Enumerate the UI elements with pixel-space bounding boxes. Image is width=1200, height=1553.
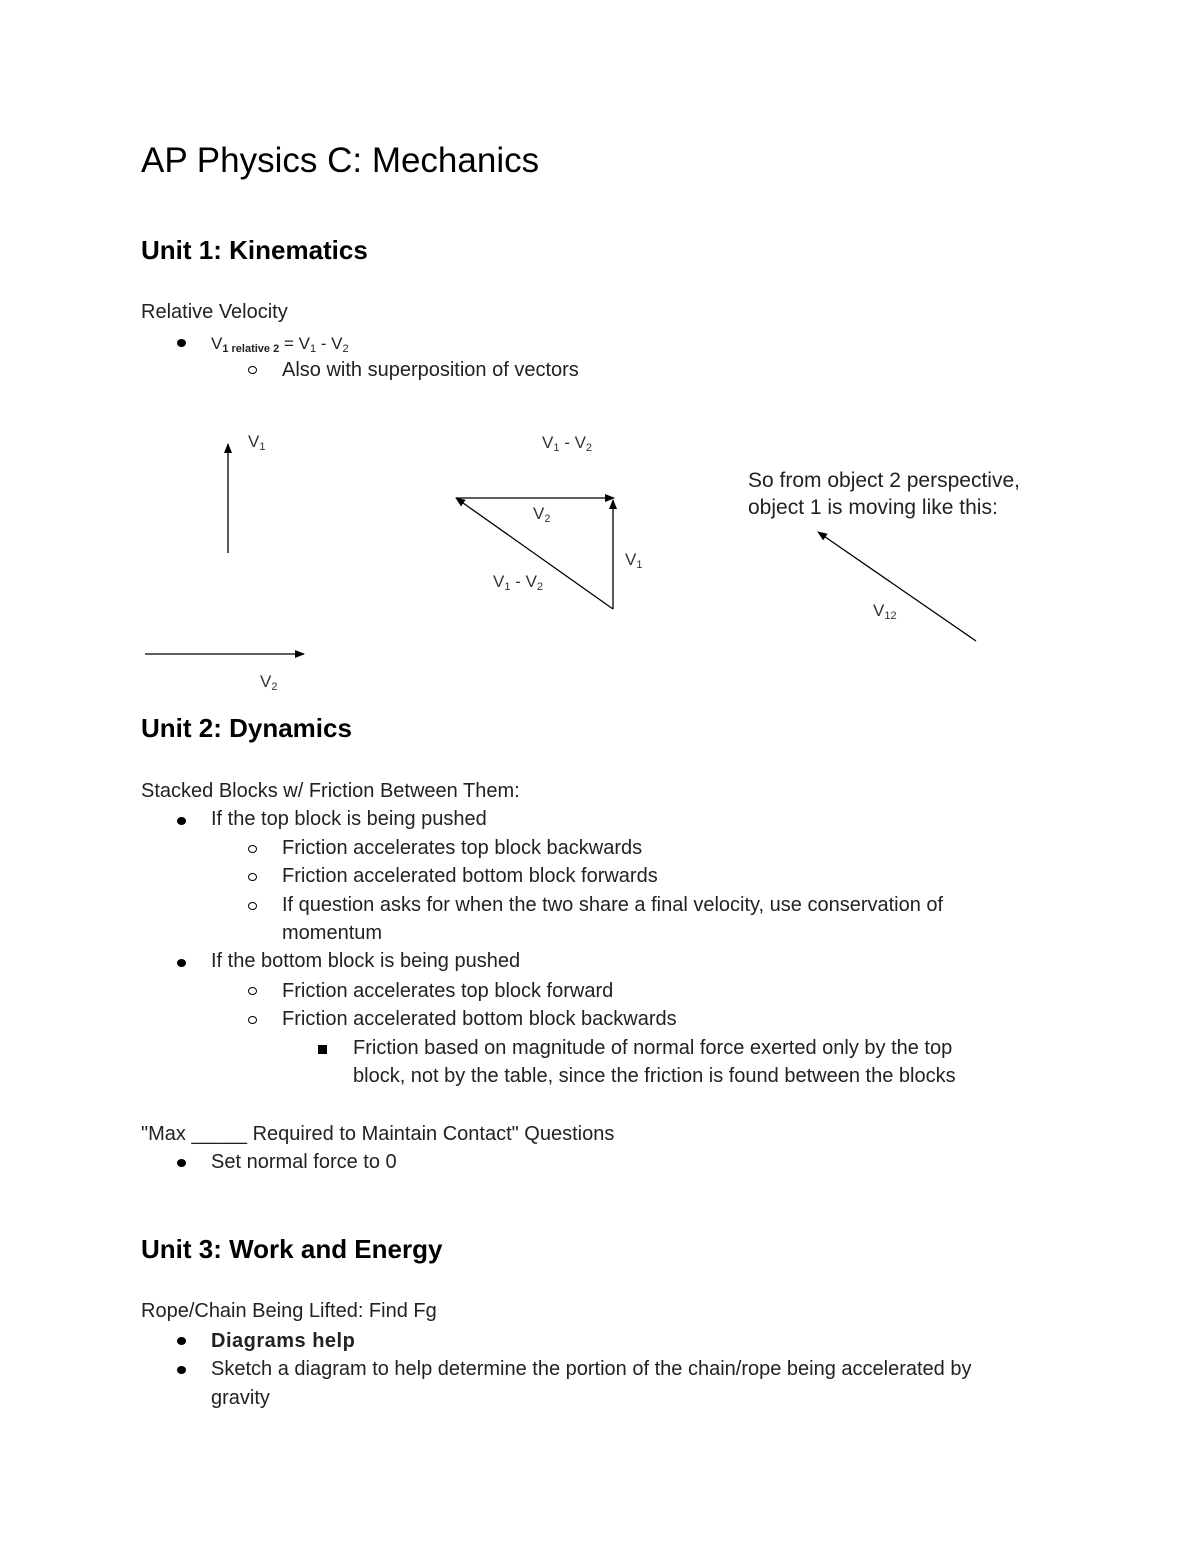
- label-subscript: 1: [553, 442, 560, 454]
- label-subscript: 2: [536, 581, 544, 593]
- label-subscript: 2: [544, 513, 551, 525]
- label-triangle-inner: [533, 504, 550, 524]
- label-subscript: 1: [504, 581, 511, 593]
- formula-subscript: 2: [342, 343, 349, 355]
- bullet-disc: [177, 1159, 186, 1167]
- unit2-section-label: Stacked Blocks w/ Friction Between Them:: [141, 780, 520, 802]
- list-item: If the bottom block is being pushed: [211, 950, 521, 972]
- list-item: If question asks for when the two share a final velocity, use conservation of: [282, 894, 944, 916]
- max-contact-section-label: "Max _____ Required to Maintain Contact" Questions: [141, 1123, 615, 1145]
- label-text: - V: [559, 433, 586, 452]
- bullet-disc: [177, 959, 186, 967]
- label-v12: [873, 601, 897, 621]
- bullet-circle: [248, 873, 257, 881]
- label-subscript: 1: [259, 441, 266, 453]
- label-subscript: 1: [636, 559, 643, 571]
- bullet-disc: [177, 1366, 186, 1374]
- list-item: Friction accelerated bottom block forwards: [282, 865, 658, 887]
- list-item-continuation: block, not by the table, since the friction is found between the blocks: [353, 1065, 956, 1087]
- label-v1: [248, 432, 265, 452]
- list-item: If the top block is being pushed: [211, 808, 487, 830]
- label-text: V: [542, 433, 554, 452]
- bullet-disc: [177, 817, 186, 825]
- unit1-section-label: Relative Velocity: [141, 301, 288, 323]
- list-item: Friction accelerates top block forward: [282, 980, 614, 1002]
- v12-arrow: [818, 532, 976, 641]
- unit3-section-label: Rope/Chain Being Lifted: Find Fg: [141, 1300, 437, 1322]
- label-triangle-right: [625, 550, 642, 570]
- formula-text: = V: [279, 334, 310, 353]
- unit2-heading: Unit 2: Dynamics: [141, 713, 352, 743]
- label-text: V: [533, 504, 545, 523]
- bullet-disc: [177, 1337, 186, 1345]
- formula-text: V: [211, 334, 223, 353]
- label-text: V: [248, 432, 260, 451]
- label-subscript: 2: [271, 681, 278, 693]
- list-item-continuation: gravity: [211, 1387, 270, 1409]
- formula-text: - V: [316, 334, 343, 353]
- label-triangle-top: [542, 433, 592, 453]
- bullet-circle: [248, 845, 257, 853]
- list-item-bold: Diagrams help: [211, 1330, 356, 1352]
- unit3-heading: Unit 3: Work and Energy: [141, 1234, 443, 1264]
- label-text: V: [873, 601, 885, 620]
- bullet-square: [318, 1045, 327, 1054]
- formula-subscript: 1: [309, 343, 317, 355]
- label-text: - V: [510, 572, 537, 591]
- label-text: V: [493, 572, 505, 591]
- label-text: V: [625, 550, 637, 569]
- formula-subscript: 1 relative 2: [222, 343, 280, 355]
- label-subscript: 12: [884, 610, 897, 622]
- label-v2: [260, 672, 277, 692]
- list-item: Friction based on magnitude of normal force exerted only by the top: [353, 1037, 953, 1059]
- label-text: V: [260, 672, 272, 691]
- superposition-note: Also with superposition of vectors: [282, 359, 579, 381]
- list-item: Sketch a diagram to help determine the portion of the chain/rope being accelerated by: [211, 1358, 972, 1380]
- label-triangle-diagonal: [493, 572, 543, 592]
- list-item-continuation: momentum: [282, 922, 383, 944]
- unit1-heading: Unit 1: Kinematics: [141, 235, 368, 265]
- document-title: AP Physics C: Mechanics: [141, 141, 540, 180]
- list-item: Friction accelerated bottom block backwards: [282, 1008, 677, 1030]
- bullet-circle: [248, 1016, 257, 1024]
- list-item: Friction accelerates top block backwards: [282, 837, 643, 859]
- perspective-note-line1: So from object 2 perspective,: [748, 469, 1020, 492]
- list-item: Set normal force to 0: [211, 1151, 397, 1173]
- label-subscript: 2: [585, 442, 593, 454]
- bullet-circle: [248, 987, 257, 995]
- perspective-note-line2: object 1 is moving like this:: [748, 496, 998, 519]
- bullet-circle: [248, 902, 257, 910]
